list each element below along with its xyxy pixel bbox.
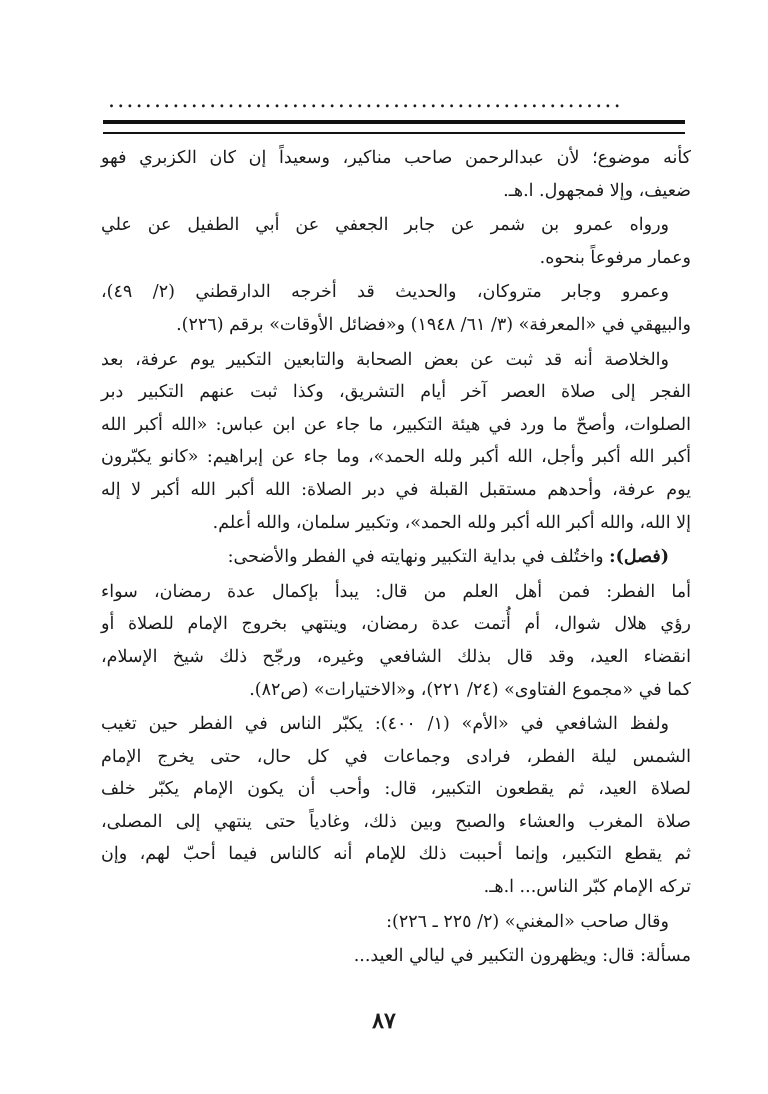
text-line: لصلاة العيد، ثم يقطعون التكبير، قال: وأحب أن يكون الإمام يكبّر خلف [101,779,691,800]
text-line: الفجر إلى صلاة العصر آخر أيام التشريق، وكذا ثبت عنهم التكبير دبر [101,382,691,403]
text-line: وقال صاحب «المغني» (٢/ ٢٢٥ ـ ٢٢٦): [386,911,669,932]
header-dotted-line: ........................................................ [108,90,623,112]
section-label: (فصل): [609,547,669,568]
text-line: أكبر الله أكبر وأجل، الله أكبر ولله الحمد»، وما جاء عن إبراهيم: «كانو يكبّرون [101,447,691,468]
page-number: ٨٧ [372,1008,396,1034]
text-line: كأنه موضوع؛ لأن عبدالرحمن صاحب مناكير، وسعيداً إن كان الكزبري فهو [101,148,691,168]
paragraph-2 [101,209,691,274]
text-line: صلاة المغرب والعشاء والصبح وبين ذلك، وغادياً حتى ينتهي إلى المصلى، [101,811,691,832]
paragraph-3 [101,276,691,341]
text-line: تركه الإمام كبّر الناس... ا.هـ. [483,877,691,898]
paragraph-4 [101,344,691,540]
paragraph-5 [101,541,691,574]
paragraph-8 [101,906,691,939]
paragraph-9 [101,940,691,973]
text-line: وعمار مرفوعاً بنحوه. [539,247,691,268]
paragraph-1 [101,142,691,207]
text-line: الصلوات، وأصحّ ما ورد في هيئة التكبير، ما جاء عن ابن عباس: «الله أكبر الله [101,414,691,435]
text-line: ولفظ الشافعي في «الأم» (١/ ٤٠٠): يكبّر الناس في الفطر حين تغيب [101,714,669,735]
text-line [101,541,691,574]
text-line: ورواه عمرو بن شمر عن جابر الجعفي عن أبي الطفيل عن علي [101,215,669,236]
text-line: والبيهقي في «المعرفة» (٣/ ٦١/ ١٩٤٨) و«فضائل الأوقات» برقم (٢٢٦). [176,314,691,335]
section-text: واختُلف في بداية التكبير ونهايته في الفطر والأضحى: [227,547,604,568]
text-line: ضعيف، وإلا فمجهول. ا.هـ. [503,180,691,201]
text-line: الشمس ليلة الفطر، فرادى وجماعات في كل حال، حتى يخرج الإمام [101,746,691,767]
text-line: كما في «مجموع الفتاوى» (٢٤/ ٢٢١)، و«الاختيارات» (ص٨٢). [249,679,691,700]
text-line: ثم يقطع التكبير، وإنما أحببت ذلك للإمام أنه كالناس فيما أحبّ لهم، وإن [101,844,691,865]
text-line: مسألة: قال: ويظهرون التكبير في ليالي العيد... [353,946,691,967]
header-rule-thick [103,120,685,124]
text-line: وعمرو وجابر متروكان، والحديث قد أخرجه الدارقطني (٢/ ٤٩)، [101,282,670,303]
text-line: رؤي هلال شوال، أم أُتمت عدة رمضان، وينتهي بخروج الإمام للصلاة أو [101,614,691,635]
text-line: والخلاصة أنه قد ثبت عن بعض الصحابة والتابعين التكبير يوم عرفة، بعد [101,349,669,370]
text-line: انقضاء العيد، وقد قال بذلك الشافعي وغيره، ورجّح ذلك شيخ الإسلام، [101,646,691,667]
body-text [101,142,691,975]
header-rule-thin [103,132,685,134]
text-line: إلا الله، والله أكبر الله أكبر ولله الحمد»، وتكبير سلمان، والله أعلم. [212,512,691,533]
paragraph-6 [101,576,691,706]
text-line: يوم عرفة، وأحدهم مستقبل القبلة في دبر الصلاة: الله أكبر الله أكبر لا إله [101,479,691,500]
text-line: أما الفطر: فمن أهل العلم من قال: يبدأ بإكمال عدة رمضان، سواء [101,581,691,602]
paragraph-7 [101,708,691,904]
